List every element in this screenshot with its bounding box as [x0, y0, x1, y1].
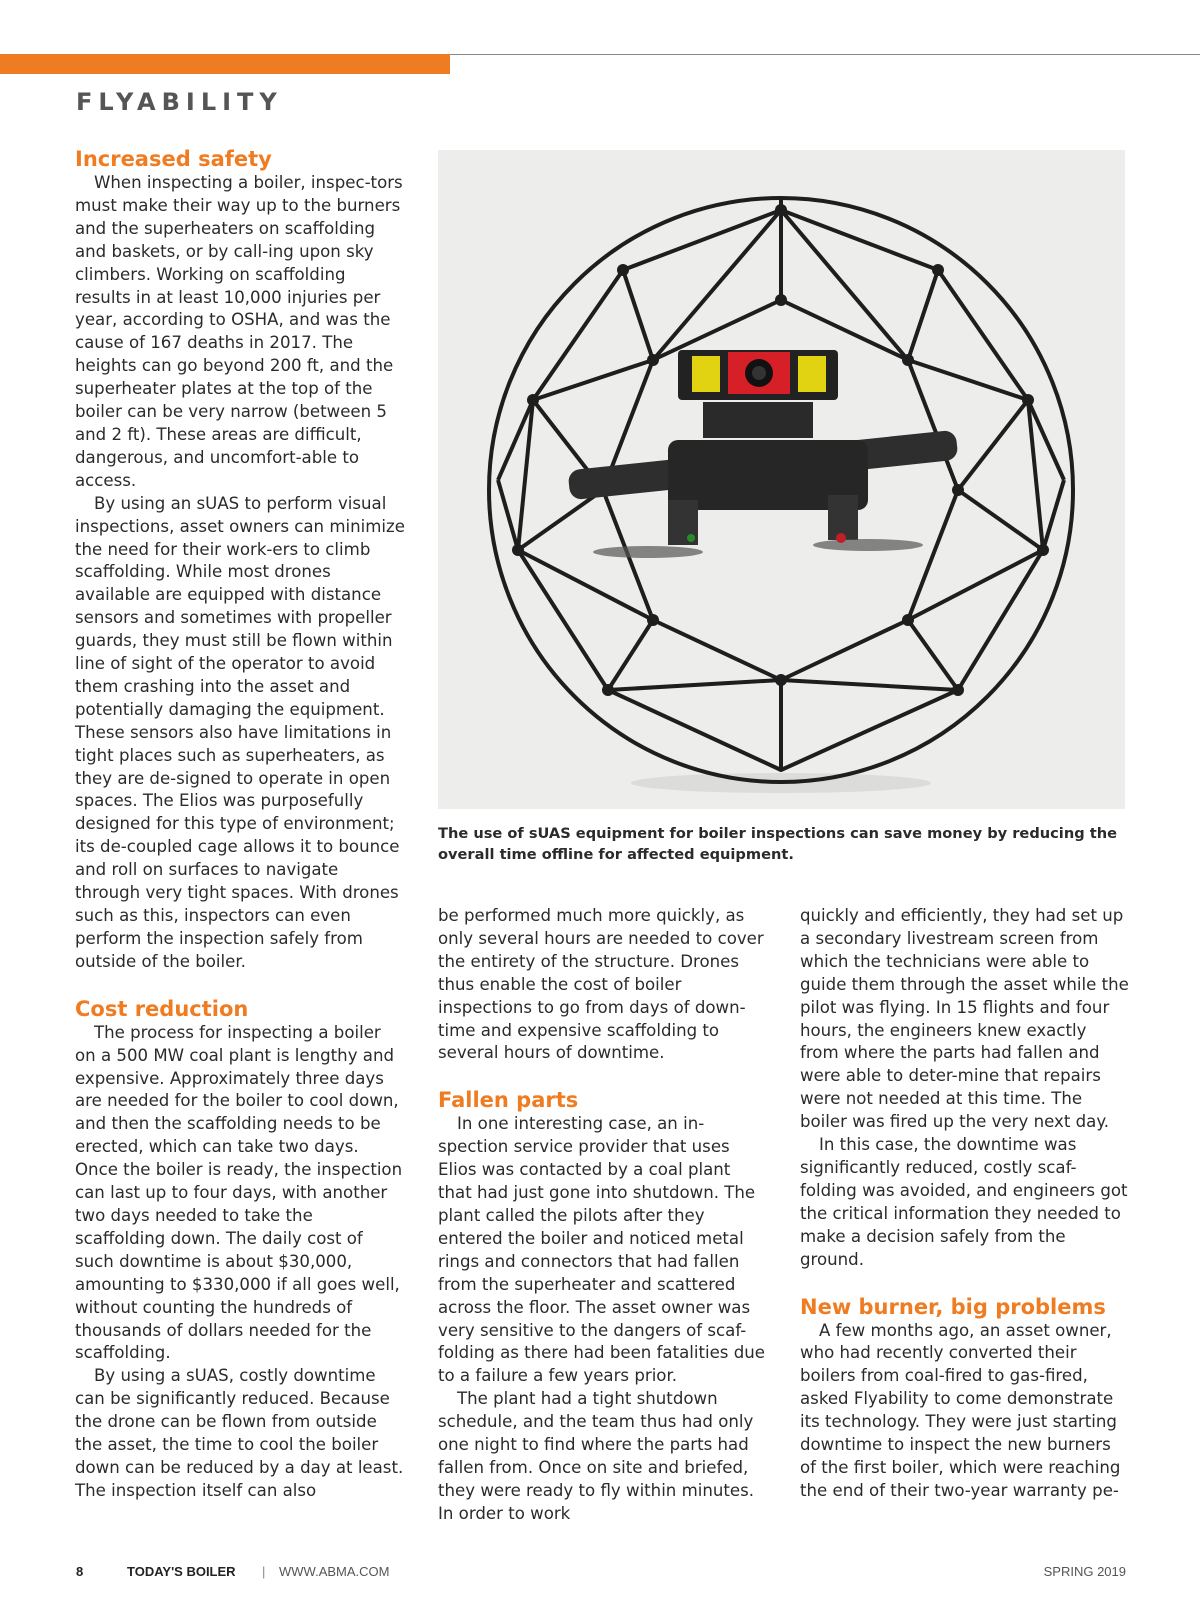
paragraph: In one interesting case, an in-spection service provider that uses Elios was contacted by a coal plant that had just gone into shutdown. The plant called the pilots after they entered the boiler and noticed metal rings and connectors that had fallen from the superheater and scattered across the floor. The asset owner was very sensitive to the dangers of scaf-folding as there had been fatalities due to a failure a few years prior.: [438, 1114, 765, 1386]
page-number: 8: [76, 1564, 84, 1579]
paragraph: The plant had a tight shutdown schedule, and the team thus had only one night to find where the parts had fallen from. Once on site and briefed, they were ready to fly within minutes. In order to work: [438, 1389, 755, 1523]
article-column-3: [800, 905, 1130, 1503]
footer-separator: |: [262, 1564, 266, 1579]
paragraph: When inspecting a boiler, inspec-tors must make their way up to the burners and the superheaters on scaffolding and baskets, or by call-ing upon sky climbers. Working on scaffolding results in at least 10,000 injuries per year, according to OSHA, and was the cause of 167 deaths in 2017. The heights can go beyond 200 ft, and the superheater plates at the top of the boiler can be very narrow (between 5 and 2 ft). These areas are difficult, dangerous, and uncomfort-able to access.: [75, 173, 403, 490]
paragraph: The process for inspecting a boiler on a 500 MW coal plant is lengthy and expensive. Approximately three days are needed for the boiler to cool down, and then the scaffolding needs to be erected, which can take two days. Once the boiler is ready, the inspection can last up to four days, with another two days needed to take the scaffolding down. The daily cost of such downtime is about $30,000, amounting to $330,000 if all goes well, without counting the hundreds of thousands of dollars needed for the scaffolding.: [75, 1022, 403, 1363]
section-label: FLYABILITY: [76, 88, 283, 116]
magazine-name: TODAY'S BOILER: [127, 1564, 236, 1579]
figure-caption: The use of sUAS equipment for boiler inspections can save money by reducing the overall time offline for affected equipment.: [438, 825, 1117, 863]
paragraph: In this case, the downtime was significantly reduced, costly scaf-folding was avoided, and engineers got the critical information they needed to make a decision safely from the ground.: [800, 1135, 1128, 1269]
article-column-1: [75, 146, 405, 1503]
header-rule: [450, 54, 1200, 55]
article-column-2: [438, 905, 768, 1526]
page-footer: [76, 1564, 1126, 1584]
heading-increased-safety: Increased safety: [75, 147, 272, 171]
paragraph: By using an sUAS to perform visual inspections, asset owners can minimize the need for their work-ers to climb scaffolding. While most drones available are equipped with distance sensors and sometimes with propeller guards, they must still be flown within line of sight of the operator to avoid them crashing into the asset and potentially damaging the equipment. These sensors also have limitations in tight places such as superheaters, as they are de-signed to operate in open spaces. The Elios was purposefully designed for this type of environment; its de-coupled cage allows it to bounce and roll on surfaces to navigate through very tight spaces. With drones such as this, inspectors can even perform the inspection safely from outside of the boiler.: [75, 493, 405, 971]
issue-date: SPRING 2019: [1043, 1564, 1126, 1579]
footer-url[interactable]: WWW.ABMA.COM: [279, 1564, 390, 1579]
heading-new-burner: New burner, big problems: [800, 1294, 1106, 1319]
paragraph: By using a sUAS, costly downtime can be significantly reduced. Because the drone can be flown from outside the asset, the time to cool the boiler down can be reduced by a day at least. The inspection itself can also: [75, 1366, 404, 1500]
caged-drone-illustration: [438, 150, 1125, 809]
paragraph: be performed much more quickly, as only several hours are needed to cover the entirety of the structure. Drones thus enable the cost of boiler inspections to go from days of down-time and expensive scaffolding to several hours of downtime.: [438, 906, 764, 1063]
drone-photo: [438, 150, 1125, 809]
accent-bar: [0, 54, 450, 74]
paragraph: quickly and efficiently, they had set up a secondary livestream screen from which the technicians were able to guide them through the asset while the pilot was flying. In 15 flights and four hours, the engineers knew exactly from where the parts had fallen and were able to deter-mine that repairs were not needed at this time. The boiler was fired up the very next day.: [800, 906, 1129, 1132]
heading-fallen-parts: Fallen parts: [438, 1088, 579, 1113]
heading-cost-reduction: Cost reduction: [75, 996, 249, 1021]
paragraph: A few months ago, an asset owner, who had recently converted their boilers from coal-fired to gas-fired, asked Flyability to come demonstrate its technology. They were just starting downtime to inspect the new burners of the first boiler, which were reaching the end of their two-year warranty pe-: [800, 1320, 1121, 1500]
